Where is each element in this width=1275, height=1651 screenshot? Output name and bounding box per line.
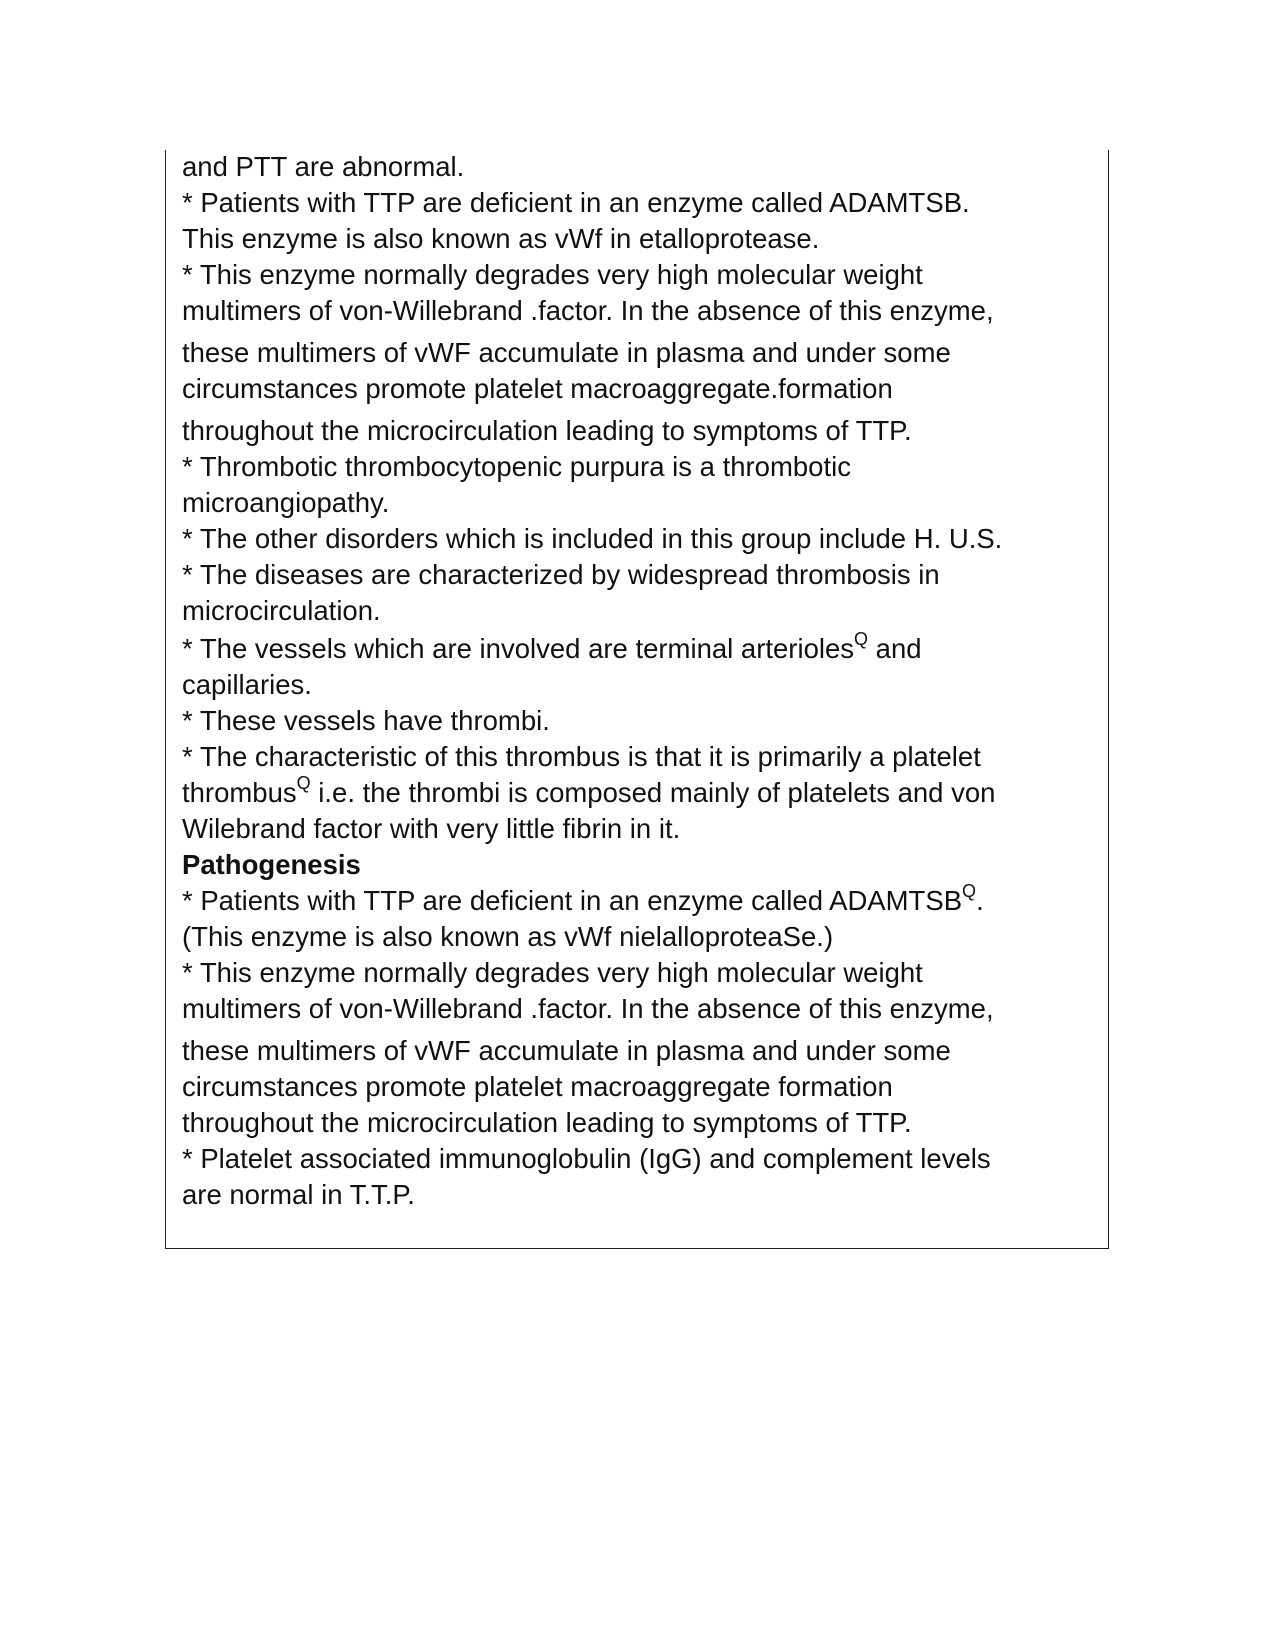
thrombus-text: thrombus	[182, 777, 297, 808]
text-line: * Thrombotic thrombocytopenic purpura is a thrombotic	[182, 451, 851, 482]
text-line: * This enzyme normally degrades very high molecular weight	[182, 259, 923, 290]
text-line: are normal in T.T.P.	[182, 1179, 415, 1210]
superscript-q: Q	[962, 880, 977, 901]
text-line: multimers of von-Willebrand .factor. In the absence of this enzyme,	[182, 993, 994, 1024]
text-line: * The diseases are characterized by widespread thrombosis in	[182, 559, 940, 590]
text-line: Wilebrand factor with very little fibrin in it.	[182, 813, 681, 844]
text-line: microcirculation.	[182, 595, 381, 626]
patho-text-end: .	[976, 885, 984, 916]
text-line: * The other disorders which is included in this group include H. U.S.	[182, 523, 1003, 554]
text-line: (This enzyme is also known as vWf nielalloproteaSe.)	[182, 921, 834, 952]
vessels-line	[182, 628, 1102, 667]
text-line: This enzyme is also known as vWf in etalloprotease.	[182, 223, 820, 254]
text-line: these multimers of vWF accumulate in plasma and under some	[182, 1035, 951, 1066]
text-line: * These vessels have thrombi.	[182, 705, 550, 736]
text-line: and PTT are abnormal.	[182, 151, 465, 182]
vessels-text: * The vessels which are involved are terminal arterioles	[182, 633, 855, 664]
text-line: * Platelet associated immunoglobulin (IgG) and complement levels	[182, 1143, 991, 1174]
text-line: capillaries.	[182, 669, 312, 700]
text-line: * The characteristic of this thrombus is that it is primarily a platelet	[182, 741, 981, 772]
text-line: microangiopathy.	[182, 487, 390, 518]
text-line: throughout the microcirculation leading to symptoms of TTP.	[182, 415, 912, 446]
superscript-q: Q	[854, 628, 869, 649]
thrombus-text-end: i.e. the thrombi is composed mainly of platelets and von	[310, 777, 996, 808]
patho-text: * Patients with TTP are deficient in an enzyme called ADAMTSB	[182, 885, 963, 916]
text-line: * Patients with TTP are deficient in an enzyme called ADAMTSB.	[182, 187, 970, 218]
text-line: circumstances promote platelet macroaggregate.formation	[182, 373, 893, 404]
text-line: * This enzyme normally degrades very high molecular weight	[182, 957, 923, 988]
text-line: circumstances promote platelet macroaggregate formation	[182, 1071, 893, 1102]
thrombus-line	[182, 772, 1102, 811]
section-heading: Pathogenesis	[182, 849, 361, 880]
patho-line	[182, 880, 1102, 919]
text-line: these multimers of vWF accumulate in plasma and under some	[182, 337, 951, 368]
vessels-text-end: and	[868, 633, 922, 664]
text-line: multimers of von-Willebrand .factor. In the absence of this enzyme,	[182, 295, 994, 326]
superscript-q: Q	[296, 772, 311, 793]
document-body	[182, 149, 1102, 1213]
text-line: throughout the microcirculation leading to symptoms of TTP.	[182, 1107, 912, 1138]
